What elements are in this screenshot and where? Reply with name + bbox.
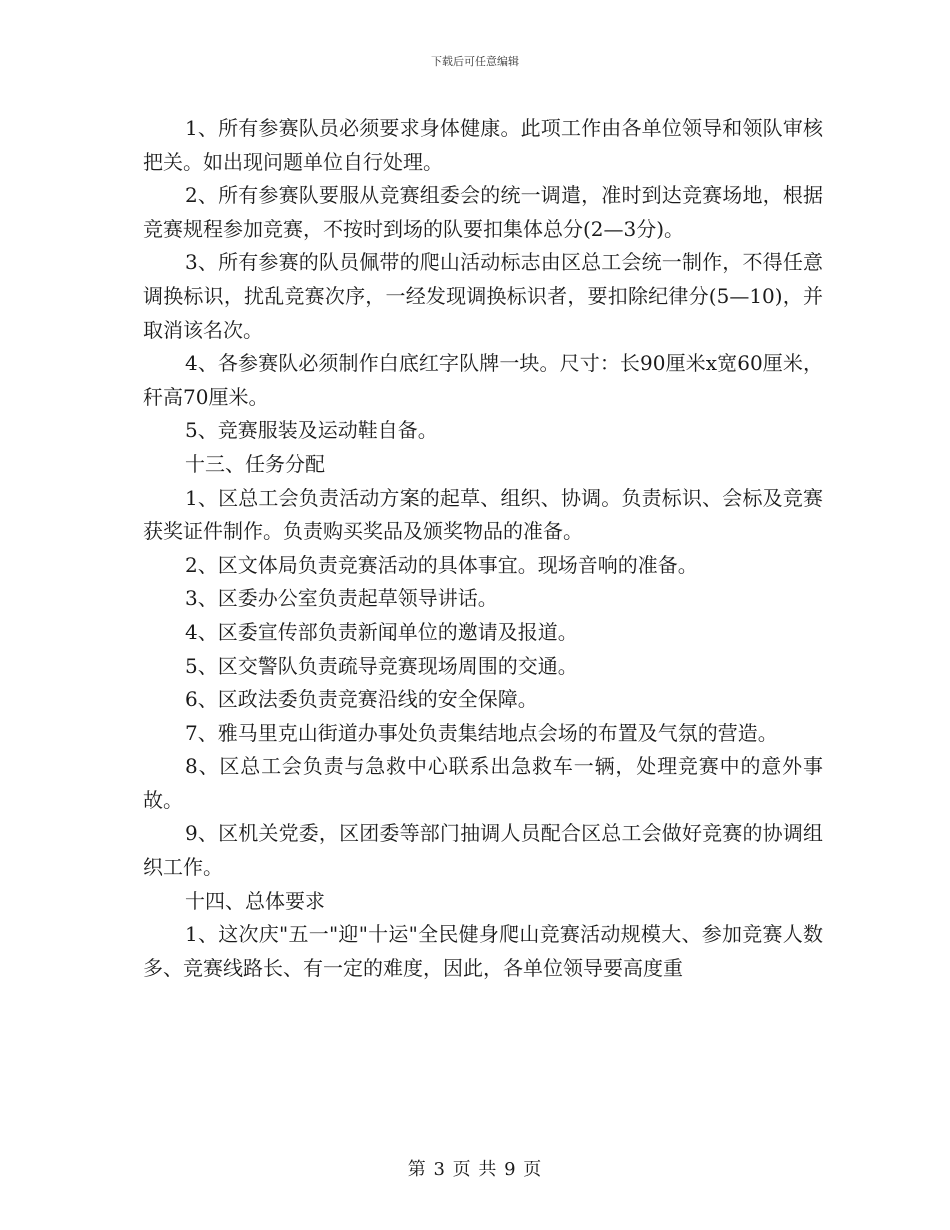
paragraph-2: 2、所有参赛队要服从竞赛组委会的统一调遣，准时到达竞赛场地，根据竞赛规程参加竞赛，不按时到场的队要扣集体总分(2—3分)。 bbox=[143, 183, 823, 241]
paragraph-3: 3、所有参赛的队员佩带的爬山活动标志由区总工会统一制作，不得任意调换标识，扰乱竞赛次序，一经发现调换标识者，要扣除纪律分(5—10)，并取消该名次。 bbox=[143, 250, 823, 342]
section-heading-14: 十四、总体要求 bbox=[185, 888, 325, 913]
paragraph-8: 3、区委办公室负责起草领导讲话。 bbox=[185, 586, 498, 611]
page-footer: 第 3 页 共 9 页 bbox=[407, 1159, 543, 1180]
paragraph-15: 1、这次庆"五一"迎"十运"全民健身爬山竞赛活动规模大、参加竞赛人数多、竞赛线路长、有一定的难度，因此，各单位领导要高度重 bbox=[143, 922, 823, 980]
paragraph-13: 8、区总工会负责与急救中心联系出急救车一辆，处理竞赛中的意外事故。 bbox=[143, 754, 823, 812]
paragraph-6: 1、区总工会负责活动方案的起草、组织、协调。负责标识、会标及竞赛获奖证件制作。负责购买奖品及颁奖物品的准备。 bbox=[143, 485, 823, 544]
document-body bbox=[143, 112, 823, 985]
page-header: 下载后可任意编辑 bbox=[431, 55, 519, 68]
paragraph-9: 4、区委宣传部负责新闻单位的邀请及报道。 bbox=[185, 619, 578, 644]
paragraph-10: 5、区交警队负责疏导竞赛现场周围的交通。 bbox=[185, 653, 578, 678]
paragraph-5: 5、竞赛服装及运动鞋自备。 bbox=[185, 418, 438, 443]
paragraph-1: 1、所有参赛队员必须要求身体健康。此项工作由各单位领导和领队审核把关。如出现问题单位自行处理。 bbox=[143, 116, 823, 174]
paragraph-11: 6、区政法委负责竞赛沿线的安全保障。 bbox=[185, 687, 538, 712]
section-heading-13: 十三、任务分配 bbox=[185, 451, 325, 476]
paragraph-7: 2、区文体局负责竞赛活动的具体事宜。现场音响的准备。 bbox=[185, 552, 698, 577]
paragraph-12: 7、雅马里克山街道办事处负责集结地点会场的布置及气氛的营造。 bbox=[185, 720, 778, 745]
paragraph-4: 4、各参赛队必须制作白底红字队牌一块。尺寸：长90厘米x宽60厘米，秆高70厘米。 bbox=[143, 351, 823, 409]
paragraph-14: 9、区机关党委，区团委等部门抽调人员配合区总工会做好竞赛的协调组织工作。 bbox=[143, 821, 823, 880]
